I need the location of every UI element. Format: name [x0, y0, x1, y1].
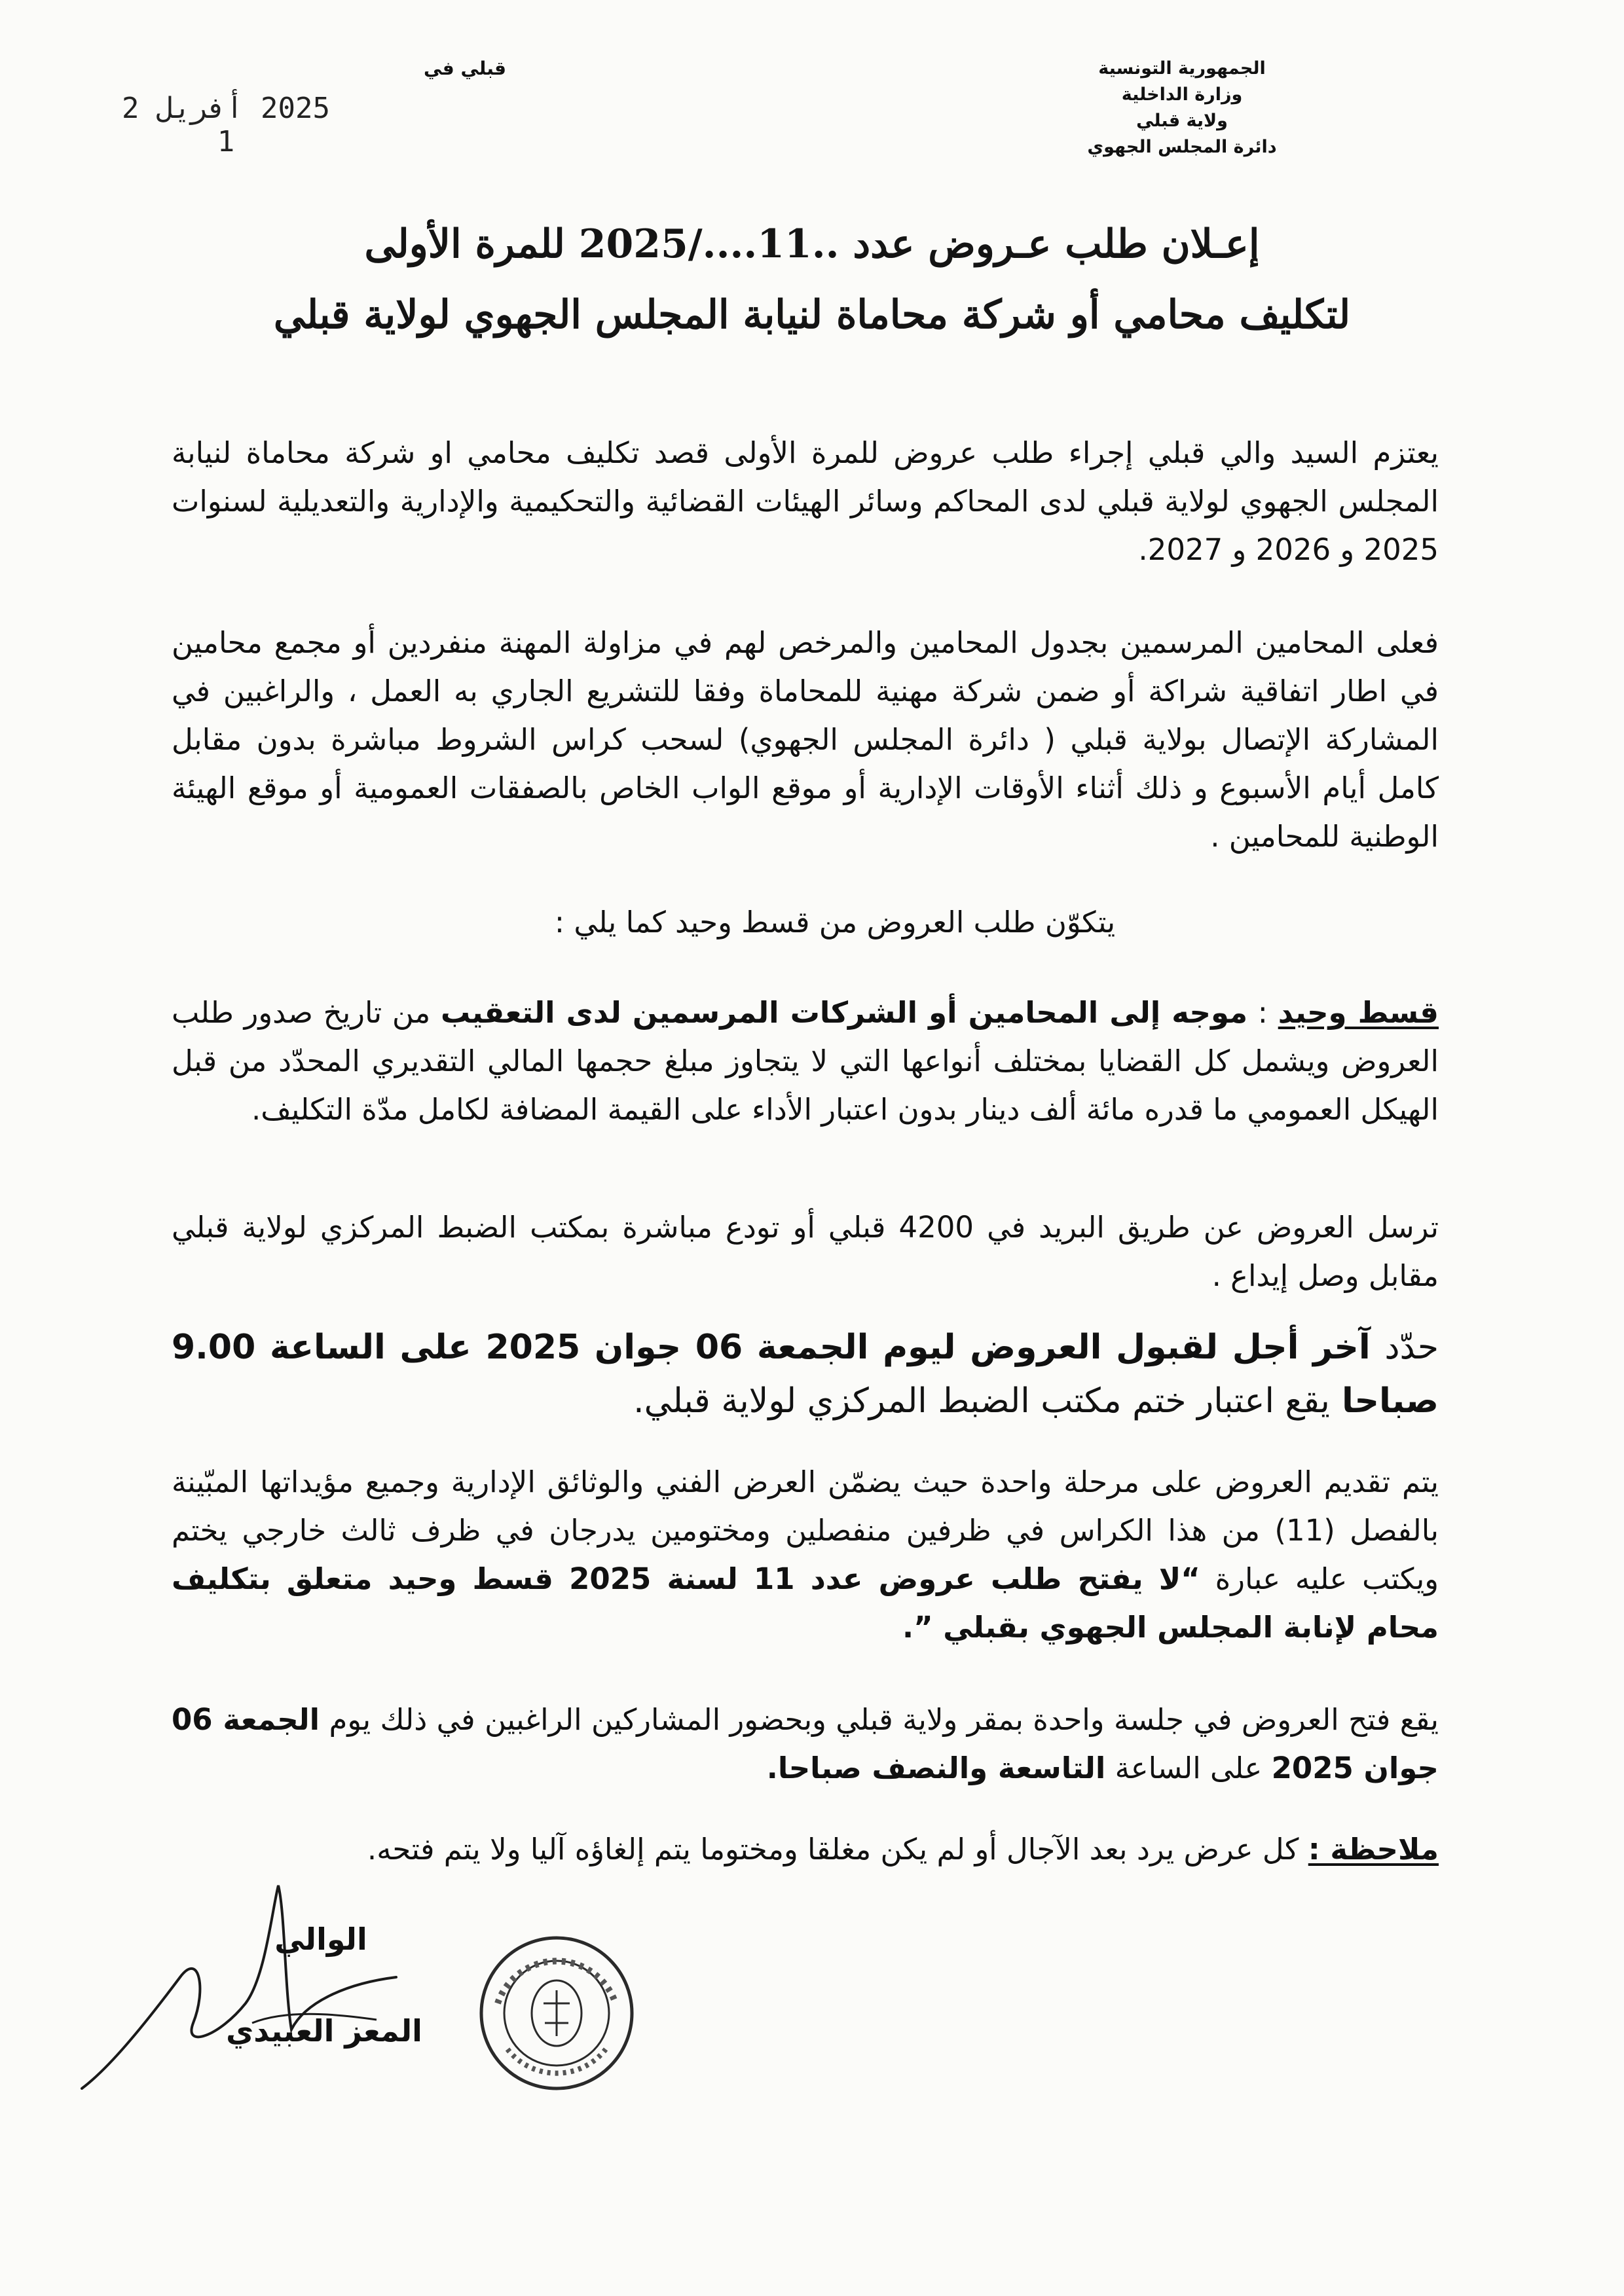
deadline-bold: آخر أجل لقبول العروض ليوم الجمعة 06 جوان 2025 على الساعة 9.00 صباحا	[172, 1328, 1439, 1421]
envelopes-text: يتم تقديم العروض على مرحلة واحدة حيث يضمّن العرض الفني والوثائق الإدارية وجميع مؤيداتها المبّينة بالفصل (11) من هذا الكراس في ظرفين منفصلين ومختومين يدرجان في ظرف ثالث خارجي يختم ويكتب عليه عبارة	[172, 1465, 1439, 1596]
opening-date: الجمعة 06 جوان 2025	[172, 1702, 1439, 1785]
paragraph-intro: يعتزم السيد والي قبلي إجراء طلب عروض للمرة الأولى قصد تكليف محامي او شركة محاماة لنيابة المجلس الجهوي لولاية قبلي لدى المحاكم وسائر الهيئات القضائية والتحكيمية والإدارية والتعديلية لسنوات 2025 و 2026 و 2027.	[172, 435, 1439, 567]
opening-time: التاسعة والنصف صباحا.	[766, 1751, 1106, 1785]
paragraph-envelopes	[172, 1458, 1439, 1652]
official-seal	[471, 1931, 642, 2095]
signature-name: المعز العبيدي	[226, 2013, 422, 2049]
lot-text: من تاريخ صدور طلب العروض ويشمل كل القضايا بمختلف أنواعها التي لا يتجاوز مبلغ حجمها المالي التقديري المحدّد من قبل الهيكل العمومي ما قدره مائة ألف دينار بدون اعتبار الأداء على القيمة المضافة لكامل مدّة التكليف.	[172, 995, 1439, 1127]
deadline-prefix: حدّد	[1384, 1328, 1439, 1367]
lot-colon: :	[1247, 995, 1268, 1030]
note-text: كل عرض يرد بعد الآجال أو لم يكن مغلقا ومختوما يتم إلغاؤه آليا ولا يتم فتحه.	[367, 1832, 1299, 1867]
date-stamp: 2025 أفريل 2 1	[122, 92, 330, 158]
announcement-subtitle: لتكليف محامي أو شركة محاماة لنيابة المجلس الجهوي لولاية قبلي	[273, 292, 1351, 338]
deadline-suffix: يقع اعتبار ختم مكتب الضبط المركزي لولاية قبلي.	[633, 1381, 1330, 1421]
handwritten-signature	[69, 1872, 409, 2095]
envelopes-bold: “لا يفتح طلب عروض عدد 11 لسنة 2025 قسط وحيد متعلق بتكليف محام لإنابة المجلس الجهوي بقبلي ”.	[172, 1561, 1439, 1645]
opening-middle: على الساعة	[1115, 1751, 1263, 1785]
announcement-title: إعـلان طلب عـروض عدد ..11..../2025 للمرة الأولى	[364, 221, 1260, 267]
letterhead	[999, 56, 1365, 160]
letterhead-republic: الجمهورية التونسية	[1098, 58, 1266, 79]
opening-text: يقع فتح العروض في جلسة واحدة بمقر ولاية قبلي وبحضور المشاركين الراغبين في ذلك يوم	[329, 1702, 1439, 1737]
signature-title: الوالي	[274, 1922, 367, 1957]
paragraph-lots: يتكوّن طلب العروض من قسط وحيد كما يلي :	[554, 905, 1116, 939]
paragraph-opening	[172, 1696, 1439, 1793]
letterhead-department: دائرة المجلس الجهوي	[1087, 137, 1277, 157]
lot-label: قسط وحيد	[1278, 995, 1439, 1030]
letterhead-ministry: وزارة الداخلية	[1121, 84, 1243, 105]
paragraph-deadline	[172, 1321, 1439, 1428]
paragraph-eligibility: فعلى المحامين المرسمين بجدول المحامين والمرخص لهم في مزاولة المهنة منفردين أو مجمع محامين في اطار اتفاقية شراكة أو ضمن شركة مهنية للمحاماة وفقا للتشريع الجاري به العمل ، والراغبين في المشاركة الإتصال بولاية قبلي ( دائرة المجلس الجهوي) لسحب كراس الشروط مباشرة بدون مقابل كامل أيام الأسبوع و ذلك أثناء الأوقات الإدارية أو موقع الواب الخاص بالصفقات العمومية أو موقع الهيئة الوطنية للمحامين .	[172, 625, 1439, 854]
paragraph-note	[172, 1825, 1439, 1874]
note-label: ملاحظة :	[1308, 1832, 1439, 1867]
lot-bold: موجه إلى المحامين أو الشركات المرسمين لدى التعقيب	[441, 995, 1248, 1030]
letterhead-governorate: ولاية قبلي	[1136, 111, 1228, 131]
paragraph-lot-detail	[172, 989, 1439, 1134]
place-label: قبلي في	[424, 58, 506, 79]
paragraph-submission: ترسل العروض عن طريق البريد في 4200 قبلي أو تودع مباشرة بمكتب الضبط المركزي لولاية قبلي مقابل وصل إيداع .	[172, 1210, 1439, 1293]
